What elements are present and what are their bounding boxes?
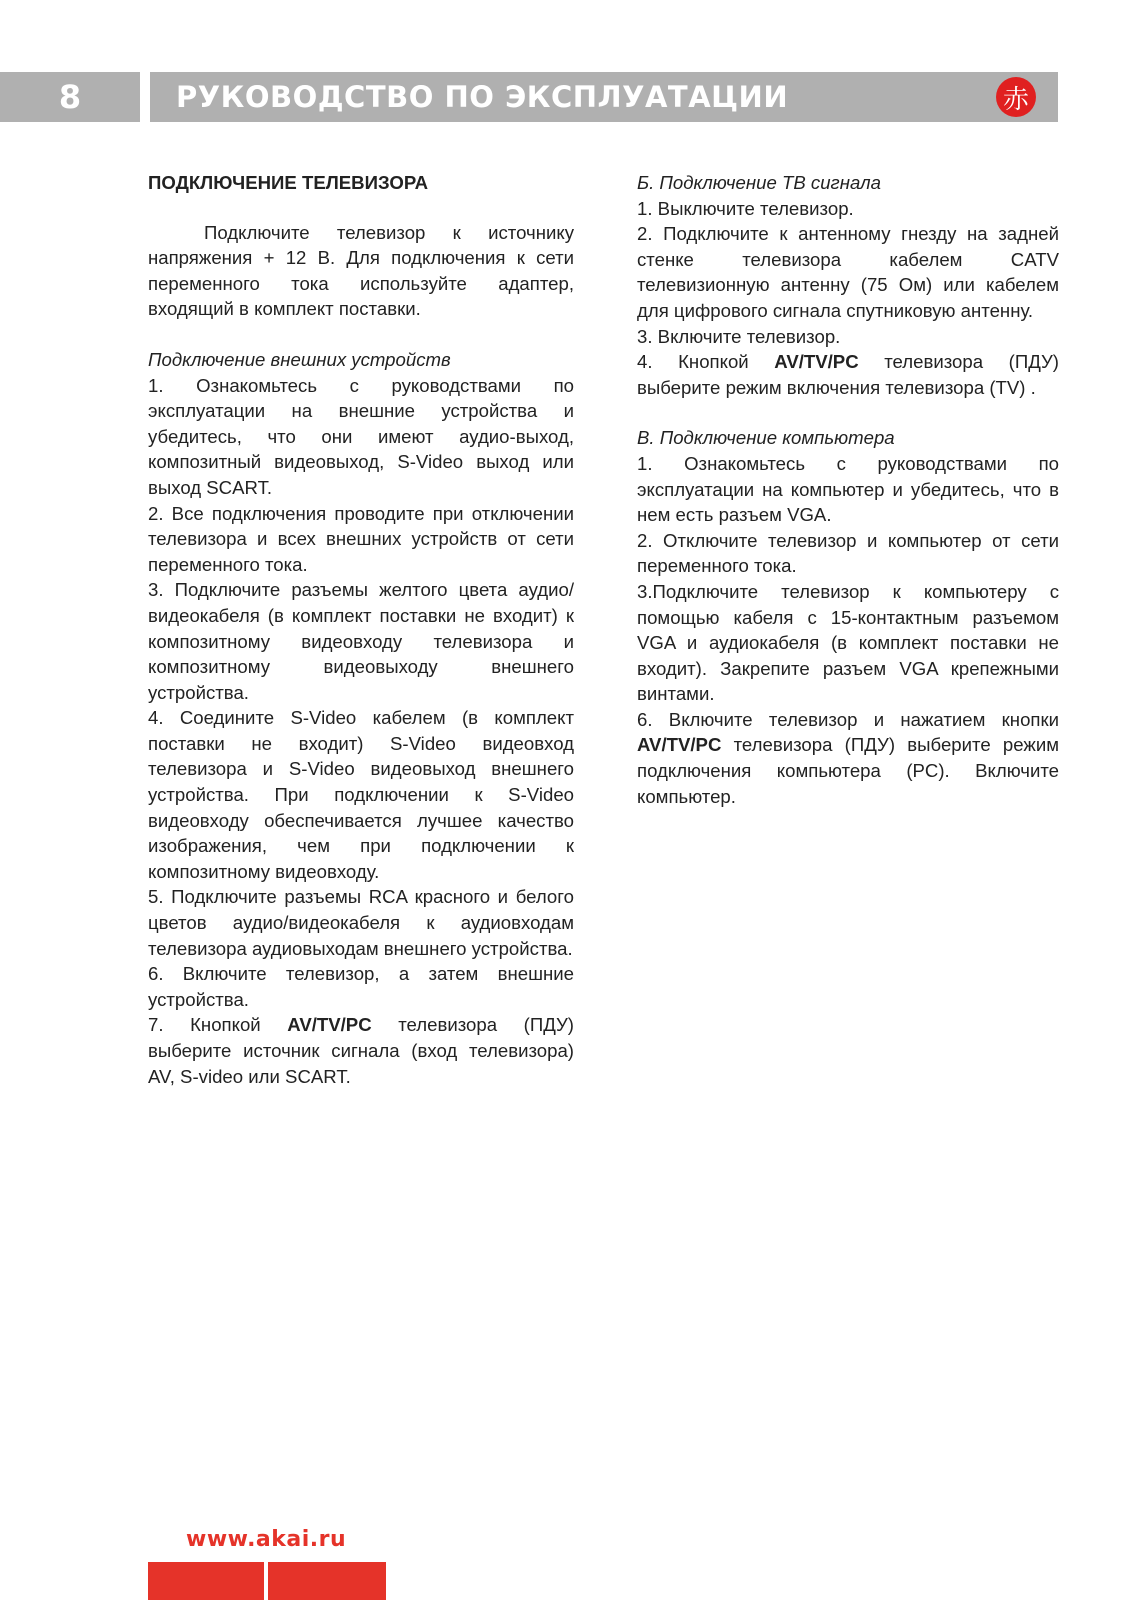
footer-red-block xyxy=(268,1562,386,1600)
list-item: 2. Отключите телевизор и компьютер от сети переменного тока. xyxy=(637,529,1059,577)
list-item: 1. Ознакомьтесь с руководствами по эксплуатации на компьютер и убедитесь, что в нем есть разъем VGA. xyxy=(637,452,1059,526)
left-column xyxy=(148,170,574,1089)
list-item: 6. Включите телевизор, а затем внешние устройства. xyxy=(148,963,574,1010)
button-name: AV/TV/PC xyxy=(637,734,722,756)
list-item: 5. Подключите разъемы RCA красного и белого цветов аудио/видеокабеля к аудиовходам телевизора аудиовыходам внешнего устройства. xyxy=(148,886,574,959)
intro-paragraph: Подключите телевизор к источнику напряжения + 12 В. Для подключения к сети переменного тока используйте адаптер, входящий в комплект поставки. xyxy=(148,221,574,320)
button-name: AV/TV/PC xyxy=(774,351,859,373)
header-bar xyxy=(150,72,1058,122)
right-column xyxy=(637,170,1059,809)
footer-url: www.akai.ru xyxy=(186,1527,347,1552)
list-item: 2. Все подключения проводите при отключении телевизора и всех внешних устройств от сети переменного тока. xyxy=(148,502,574,575)
list-item: 2. Подключите к антенному гнезду на задней стенке телевизора кабелем CATV телевизионную антенну (75 Ом) или кабелем для цифрового сигнала спутниковую антенну. xyxy=(637,223,1059,321)
subhead-external-devices: Подключение внешних устройств xyxy=(148,348,451,370)
list-item: 1. Выключите телевизор. xyxy=(637,197,854,219)
footer-red-block xyxy=(148,1562,264,1600)
list-item: 7. Кнопкой AV/TV/PC телевизора (ПДУ) выберите источник сигнала (вход телевизора) AV, S-video или SCART. xyxy=(148,1014,574,1087)
list-item: 3.Подключите телевизор к компьютеру с помощью кабеля с 15-контактным разъемом VGA и аудиокабеля (в комплект поставки не входит). Закрепите разъем VGA крепежными винтами. xyxy=(637,580,1059,705)
list-item: 4. Соедините S-Video кабелем (в комплект поставки не входит) S-Video видеовход телевизора и S-Video видеовыход внешнего устройства. При подключении к S-Video видеовходу обеспечивается лучшее качество изображения, чем при подключении к композитному видеовходу. xyxy=(148,707,574,882)
button-name: AV/TV/PC xyxy=(287,1014,372,1036)
section-heading: ПОДКЛЮЧЕНИЕ ТЕЛЕВИЗОРА xyxy=(148,172,429,193)
subhead-computer: В. Подключение компьютера xyxy=(637,427,895,449)
page-number: 8 xyxy=(0,72,140,122)
list-item: 3. Включите телевизор. xyxy=(637,325,841,347)
subhead-tv-signal: Б. Подключение ТВ сигнала xyxy=(637,172,881,193)
list-item: 6. Включите телевизор и нажатием кнопки AV/TV/PC телевизора (ПДУ) выберите режим подключения компьютера (PC). Включите компьютер. xyxy=(637,708,1059,807)
list-item: 3. Подключите разъемы желтого цвета аудио/видеокабеля (в комплект поставки не входит) к композитному видеовходу телевизора и композитному видеовыходу внешнего устройства. xyxy=(148,579,574,703)
page-title: РУКОВОДСТВО ПО ЭКСПЛУАТАЦИИ xyxy=(176,80,789,114)
list-item: 4. Кнопкой AV/TV/PC телевизора (ПДУ) выберите режим включения телевизора (TV) . xyxy=(637,351,1059,398)
akai-logo-seal: 赤 xyxy=(996,77,1036,117)
list-item: 1. Ознакомьтесь с руководствами по эксплуатации на внешние устройства и убедитесь, что они имеют аудио-выход, композитный видеовыход, S-Video выход или выход SCART. xyxy=(148,374,574,498)
